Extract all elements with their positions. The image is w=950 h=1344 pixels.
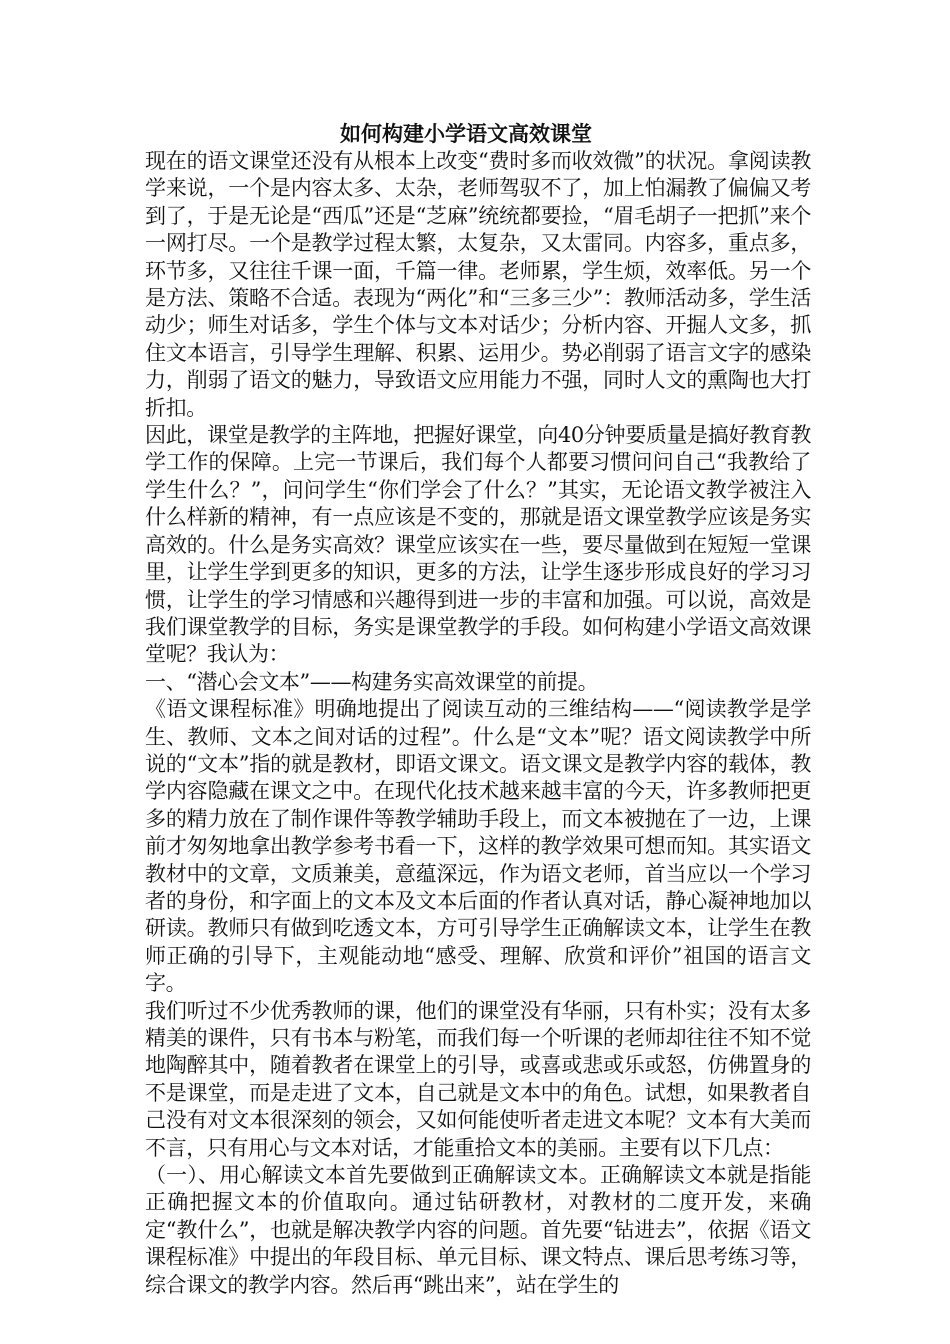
document-title: 如何构建小学语文高效课堂 — [340, 121, 592, 146]
paragraph-curriculum-standard: 《语文课程标准》明确地提出了阅读互动的三维结构——“阅读教学是学生、教师、文本之间对话的过程”。什么是“文本”呢？语文阅读教学中所说的“文本”指的就是教材，即语文课文。语文课文是教学内容的载体，教学内容隐藏在课文之中。在现代化技术越来越丰富的今天，许多教师把更多的精力放在了制作课件等教学辅助手段上，而文本被抛在了一边，上课前才匆匆地拿出教学参考书看一下，这样的教学效果可想而知。其实语文教材中的文章，文质兼美，意蕴深远，作为语文老师，首当应以一个学习者的身份，和字面上的文本及文本后面的作者认真对话，静心凝神地加以研读。教师只有做到吃透文本，方可引导学生正确解读文本，让学生在教师正确的引导下，主观能动地“感受、理解、欣赏和评价”祖国的语言文字。 — [145, 697, 811, 996]
document-page — [145, 120, 811, 1299]
paragraph-excellent-teachers: 我们听过不少优秀教师的课，他们的课堂没有华丽，只有朴实；没有太多精美的课件，只有书本与粉笔，而我们每一个听课的老师却往往不知不觉地陶醉其中，随着教者在课堂上的引导，或喜或悲或乐或怒，仿佛置身的不是课堂，而是走进了文本，自己就是文本中的角色。试想，如果教者自己没有对文本很深刻的领会，又如何能使听者走进文本呢？文本有大美而不言，只有用心与文本对话，才能重拾文本的美丽。主要有以下几点： — [145, 998, 811, 1160]
paragraph-therefore: 因此，课堂是教学的主阵地，把握好课堂，向40分钟要质量是搞好教育教学工作的保障。上完一节课后，我们每个人都要习惯问问自己“我教给了学生什么？”，问问学生“你们学会了什么？”其实，无论语文教学被注入什么样新的精神，有一点应该是不变的，那就是语文课堂教学应该是务实高效的。什么是务实高效？课堂应该实在一些，要尽量做到在短短一堂课里，让学生学到更多的知识，更多的方法，让学生逐步形成良好的学习习惯，让学生的学习情感和兴趣得到进一步的丰富和加强。可以说，高效是我们课堂教学的目标，务实是课堂教学的手段。如何构建小学语文高效课堂呢？我认为： — [145, 423, 811, 667]
section-heading-1: 一、“潜心会文本”——构建务实高效课堂的前提。 — [145, 669, 599, 694]
paragraph-point-1: （一）、用心解读文本首先要做到正确解读文本。正确解读文本就是指能正确把握文本的价值取向。通过钻研教材，对教材的二度开发，来确定“教什么”，也就是解决教学内容的问题。首先要“钻进去”，依据《语文课程标准》中提出的年段目标、单元目标、课文特点、课后思考练习等，综合课文的教学内容。然后再“跳出来”，站在学生的 — [145, 1163, 811, 1297]
paragraph-intro: 现在的语文课堂还没有从根本上改变“费时多而收效微”的状况。拿阅读教学来说，一个是内容太多、太杂，老师驾驭不了，加上怕漏教了偏偏又考到了，于是无论是“西瓜”还是“芝麻”统统都要捡，“眉毛胡子一把抓”来个一网打尽。一个是教学过程太繁，太复杂，又太雷同。内容多，重点多，环节多，又往往千课一面，千篇一律。老师累，学生烦，效率低。另一个是方法、策略不合适。表现为“两化”和“三多三少”：教师活动多，学生活动少；师生对话多，学生个体与文本对话少；分析内容、开掘人文多，抓住文本语言，引导学生理解、积累、运用少。势必削弱了语言文字的感染力，削弱了语文的魅力，导致语文应用能力不强，同时人文的熏陶也大打折扣。 — [145, 149, 811, 420]
